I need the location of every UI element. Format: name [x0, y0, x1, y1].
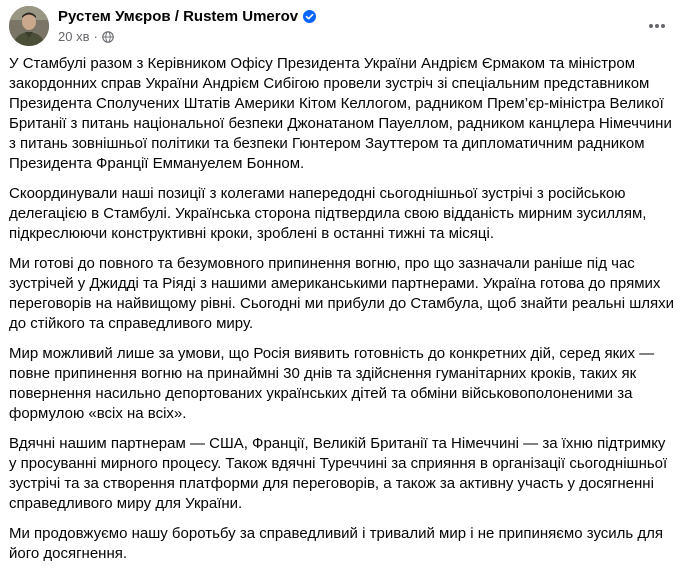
more-options-icon — [647, 16, 667, 36]
post-paragraph: Вдячні нашим партнерам — США, Франції, Великій Британії та Німеччині — за їхню підтримку у просуванні мирного процесу. Також вдячні Туреччині за сприяння в організації сьогоднішньої зустрічі та за створення платформи для переговорів, а також за активну участь у досягненні справедливого миру для України. — [9, 435, 668, 512]
post-paragraph: У Стамбулі разом з Керівником Офісу Президента України Андрієм Єрмаком та міністром закордонних справ України Андрієм Сибігою провели зустріч зі спеціальним представником Президента Сполучених Штатів Америки Кітом Келлогом, радником Прем’єр-міністра Великої Британії з питань національної безпеки Джонатаном Пауеллом, радником канцлера Німеччини з питань зовнішньої політики та безпеки Гюнтером Зауттером та дипломатичним радником Президента Франції Еммануелем Бонном. — [9, 55, 672, 172]
post-meta — [58, 27, 316, 45]
author-line — [58, 7, 316, 26]
post-paragraph: Ми продовжуємо нашу боротьбу за справедливий і тривалий мир і не припиняємо зусиль для його досягнення. — [9, 525, 664, 562]
meta-separator: · — [93, 28, 98, 44]
author-name[interactable]: Рустем Умєров / Rustem Umerov — [58, 8, 299, 25]
post-paragraph: Ми готові до повного та безумовного припинення вогню, про що зазначали раніше під час зустрічей у Джидді та Ріяді з нашими американськими партнерами. Україна готова до прямих переговорів на найвищому рівні. Сьогодні ми прибули до Стамбула, щоб знайти реальні шляхи до стійкого та справедливого миру. — [9, 255, 674, 332]
post-header — [9, 6, 678, 46]
timestamp[interactable]: 20 хв — [58, 28, 90, 44]
avatar[interactable] — [9, 6, 49, 46]
avatar-photo — [9, 6, 49, 46]
post-paragraph: Мир можливий лише за умови, що Росія виявить готовність до конкретних дій, серед яких — повне припинення вогню на принаймні 30 днів та здійснення гуманітарних кроків, таких як повернення насильно депортованих українських дітей та обміни військовополоненими за формулою «всіх на всіх». — [9, 345, 655, 422]
globe-icon[interactable] — [102, 30, 114, 42]
post-paragraph: Скоординували наші позиції з колегами напередодні сьогоднішньої зустрічі з російською делегацією в Стамбулі. Українська сторона підтвердила свою відданість мирним зусиллям, підкреслюючи конструктивні кроки, зроблені в останні тижні та місяці. — [9, 185, 647, 242]
more-options-button[interactable] — [639, 8, 675, 44]
author-block — [58, 7, 316, 45]
post-body — [9, 54, 677, 574]
verified-badge-icon — [303, 10, 316, 23]
